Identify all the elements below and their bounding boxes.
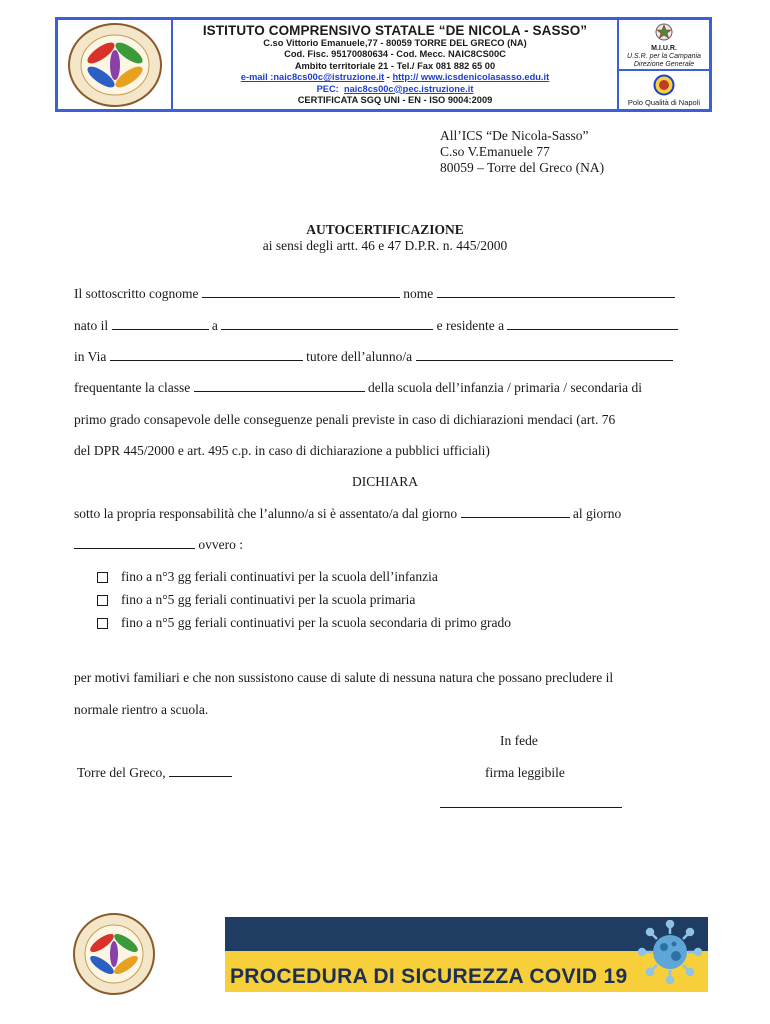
miur-block [619, 20, 709, 71]
field-classe[interactable] [194, 380, 365, 392]
document-subtitle: ai sensi degli artt. 46 e 47 D.P.R. n. 445/2000 [262, 238, 508, 253]
polo-label: Polo Qualità di Napoli [627, 98, 701, 107]
form-line-classe [74, 380, 642, 396]
signature-label: firma leggibile [485, 765, 565, 780]
form-line-dpr: del DPR 445/2000 e art. 495 c.p. in caso di dichiarazione a pubblici ufficiali) [74, 443, 490, 458]
option-infanzia[interactable] [97, 569, 438, 585]
letterhead [55, 17, 712, 112]
polo-block [619, 71, 709, 109]
pec-link[interactable]: naic8cs00c@pec.istruzione.it [343, 83, 474, 94]
banner-top-band [225, 917, 708, 951]
direzione-label: Direzione Generale [633, 61, 695, 68]
form-line-ovvero [74, 537, 243, 553]
form-line-birth [74, 318, 678, 334]
field-data-nascita[interactable] [112, 318, 209, 330]
form-line-motivi: per motivi familiari e che non sussistono cause di salute di nessuna natura che possano precludere il [74, 670, 614, 685]
site-prefix: http:// [392, 72, 421, 83]
recipient-line: All’ICS “De Nicola-Sasso” [440, 128, 589, 143]
label-classe: frequentante la classe [74, 380, 194, 395]
school-address: C.so Vittorio Emanuele,77 - 80059 TORRE DEL GRECO (NA) [263, 38, 527, 48]
place-date-line [77, 765, 232, 781]
pec-label: PEC: [316, 83, 339, 94]
field-al-giorno[interactable] [74, 537, 195, 549]
school-codes: Cod. Fisc. 95170080634 - Cod. Mecc. NAIC8CS00C [284, 49, 506, 60]
contact-line [173, 72, 617, 83]
document-title: AUTOCERTIFICAZIONE [306, 222, 464, 237]
field-cognome[interactable] [202, 286, 400, 298]
recipient-line: C.so V.Emanuele 77 [440, 144, 550, 159]
form-line-consapevole: primo grado consapevole delle conseguenze penali previste in caso di dichiarazioni mendaci (art. 76 [74, 412, 616, 427]
site-separator: - [384, 72, 393, 83]
label-tutore: tutore dell’alunno/a [302, 349, 416, 364]
pec-line [173, 84, 617, 95]
school-logo-footer [72, 912, 156, 996]
usr-label: U.S.R. per la Campania [627, 53, 701, 60]
school-name: ISTITUTO COMPRENSIVO STATALE “DE NICOLA - SASSO” [202, 23, 588, 38]
checkbox[interactable] [97, 618, 108, 629]
field-residenza[interactable] [507, 318, 678, 330]
label-ovvero: ovvero : [195, 537, 243, 552]
checkbox[interactable] [97, 595, 108, 606]
form-line-assenza [74, 506, 621, 522]
option-label: fino a n°5 gg feriali continuativi per la scuola primaria [121, 592, 416, 607]
field-dal-giorno[interactable] [461, 506, 570, 518]
field-via[interactable] [110, 349, 303, 361]
form-line-surname [74, 286, 675, 302]
form-line-via [74, 349, 673, 365]
institutional-marks [617, 20, 709, 109]
label-cognome: Il sottoscritto cognome [74, 286, 202, 301]
signature-field[interactable] [440, 807, 622, 808]
email-prefix: e-mail : [240, 72, 274, 83]
letterhead-text [173, 20, 617, 109]
label-via: in Via [74, 349, 110, 364]
option-label: fino a n°3 gg feriali continuativi per la scuola dell’infanzia [121, 569, 438, 584]
school-logo [58, 20, 173, 109]
label-scuola: della scuola dell’infanzia / primaria / secondaria di [364, 380, 642, 395]
in-fede: In fede [500, 733, 538, 748]
field-nome[interactable] [437, 286, 675, 298]
label-al-giorno: al giorno [569, 506, 622, 521]
label-a: a [208, 318, 222, 333]
option-primaria[interactable] [97, 592, 415, 608]
school-ambito: Ambito territoriale 21 - Tel./ Fax 081 882 65 00 [294, 60, 496, 71]
label-nome: nome [399, 286, 437, 301]
website-link[interactable]: www.icsdenicolasasso.edu.it [420, 72, 550, 83]
virus-icon [638, 920, 702, 984]
recipient-line: 80059 – Torre del Greco (NA) [440, 160, 605, 175]
option-label: fino a n°5 gg feriali continuativi per la scuola secondaria di primo grado [121, 615, 512, 630]
label-assenza: sotto la propria responsabilità che l’alunno/a si è assentato/a dal giorno [74, 506, 461, 521]
label-residente: e residente a [433, 318, 508, 333]
document-title-block [0, 222, 770, 254]
place-label: Torre del Greco, [77, 765, 170, 780]
banner-title: PROCEDURA DI SICUREZZA COVID 19 [230, 965, 628, 988]
field-luogo-nascita[interactable] [221, 318, 433, 330]
dichiara-heading: DICHIARA [352, 474, 418, 489]
republic-emblem-icon [654, 22, 674, 42]
checkbox[interactable] [97, 572, 108, 583]
miur-label: M.I.U.R. [651, 45, 677, 52]
polo-qualita-logo-icon [653, 74, 675, 96]
recipient-address [440, 128, 604, 176]
option-secondaria[interactable] [97, 615, 511, 631]
certification: CERTIFICATA SGQ UNI - EN - ISO 9004:2009 [297, 95, 493, 106]
email-link[interactable]: naic8cs00c@istruzione.it [273, 72, 385, 83]
form-line-rientro: normale rientro a scuola. [74, 702, 209, 717]
label-nato-il: nato il [74, 318, 112, 333]
covid-banner [225, 917, 708, 992]
field-date[interactable] [169, 765, 232, 777]
field-alunno[interactable] [416, 349, 673, 361]
